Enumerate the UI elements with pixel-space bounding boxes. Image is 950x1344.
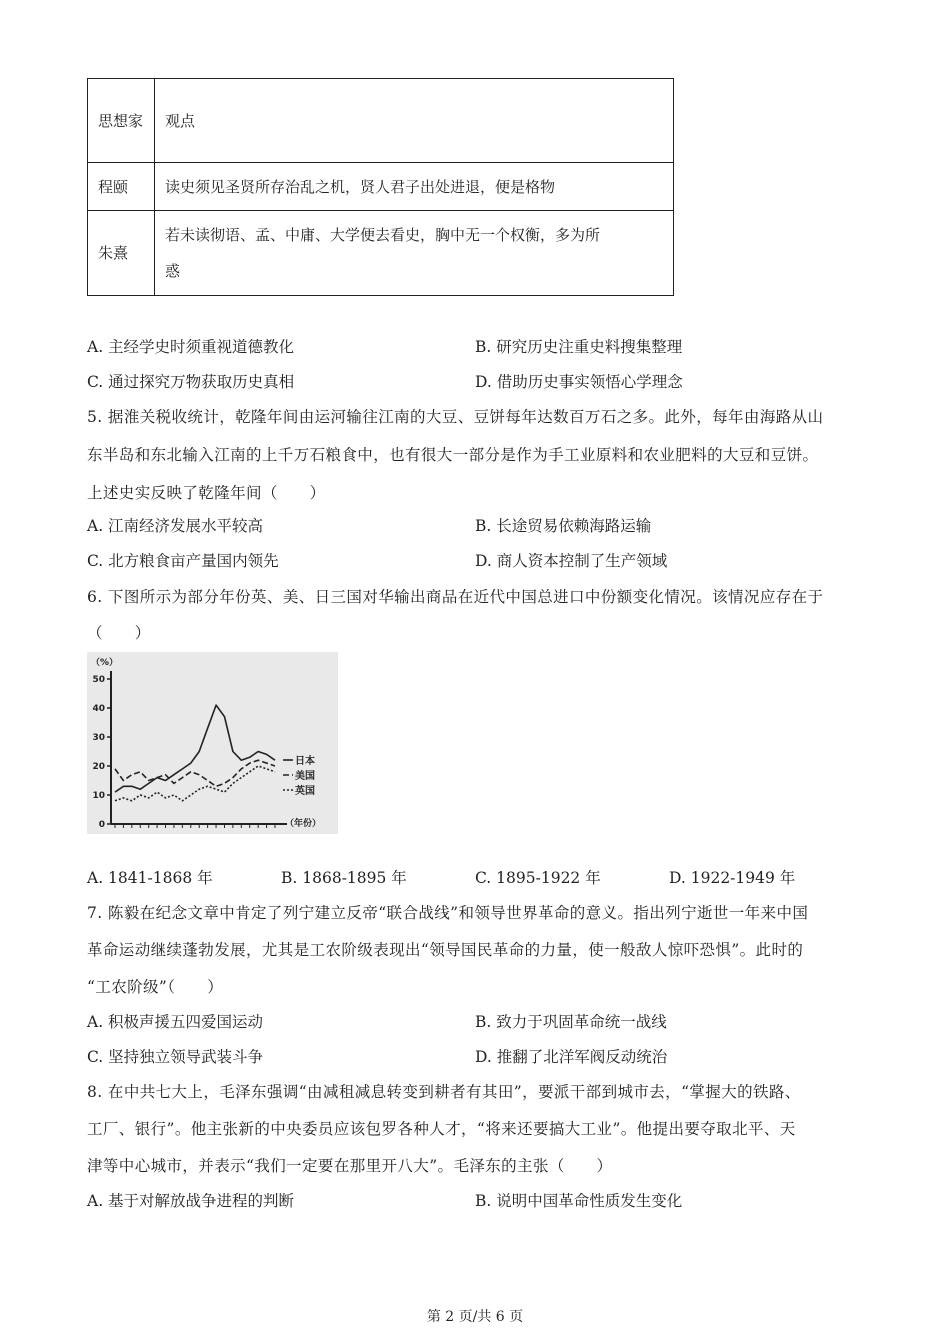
legend-label: 日本: [295, 756, 315, 767]
q7-stem-line: 革命运动继续蓬勃发展，尤其是工农阶级表现出“领导国民革命的力量，使一般敌人惊吓恐惧”。此时的: [87, 941, 804, 959]
q7-stem-line: “工农阶级”（ ）: [87, 978, 224, 996]
y-tick-label: 40: [92, 704, 105, 714]
q5-option-c[interactable]: C. 北方粮食亩产量国内领先: [87, 552, 279, 570]
table-cell-view: 读史须见圣贤所存治乱之机，贤人君子出处进退，便是格物: [155, 163, 674, 211]
table-row: [88, 163, 674, 211]
q5-stem-line: 东半岛和东北输入江南的上千万石粮食中，也有很大一部分是作为手工业原料和农业肥料的大豆和豆饼。: [87, 446, 819, 464]
q5-option-d[interactable]: D. 商人资本控制了生产领域: [475, 552, 668, 570]
series-line-2: [115, 760, 275, 786]
q6-option-c[interactable]: C. 1895-1922 年: [475, 869, 601, 887]
table-cell-view: [155, 211, 674, 296]
chart-svg: [87, 652, 338, 834]
q7-option-a[interactable]: A. 积极声援五四爱国运动: [87, 1013, 264, 1031]
q4-option-b[interactable]: B. 研究历史注重史料搜集整理: [475, 338, 683, 356]
table-header-thinker: [88, 79, 155, 163]
y-axis-label: （%）: [91, 658, 119, 668]
legend-label: 美国: [295, 771, 315, 782]
y-tick-label: 0: [98, 820, 105, 830]
q6-option-d[interactable]: D. 1922-1949 年: [669, 869, 796, 887]
q8-stem-line: 8. 在中共七大上，毛泽东强调“由减租减息转变到耕者有其田”，要派干部到城市去，“掌握大的铁路、: [87, 1083, 801, 1101]
q4-option-d[interactable]: D. 借助历史事实领悟心学理念: [475, 373, 683, 391]
x-axis-label: （年份）: [285, 819, 322, 829]
table-cell-thinker: 朱熹: [88, 211, 155, 296]
table-cell-thinker: 程颐: [88, 163, 155, 211]
table-row: [88, 211, 674, 296]
q4-option-c[interactable]: C. 通过探究万物获取历史真相: [87, 373, 295, 391]
q8-option-b[interactable]: B. 说明中国革命性质发生变化: [475, 1192, 683, 1210]
q8-stem-line: 工厂、银行”。他主张新的中央委员应该包罗各种人才，“将来还要搞大工业”。他提出要夺取北平、天: [87, 1120, 796, 1138]
import-share-chart: [87, 652, 338, 834]
page-footer: 第 2 页/共 6 页: [426, 1309, 524, 1325]
q6-stem-line: （ ）: [87, 624, 151, 642]
q7-option-b[interactable]: B. 致力于巩固革命统一战线: [475, 1013, 667, 1031]
series-line-3: [115, 766, 275, 801]
q7-option-c[interactable]: C. 坚持独立领导武装斗争: [87, 1048, 264, 1066]
thinker-view-table: [87, 78, 674, 296]
q5-option-a[interactable]: A. 江南经济发展水平较高: [87, 517, 264, 535]
q7-stem-line: 7. 陈毅在纪念文章中肯定了列宁建立反帝“联合战线”和领导世界革命的意义。指出列宁逝世一年来中国: [87, 904, 809, 922]
y-tick-label: 20: [92, 762, 105, 772]
q4-option-a[interactable]: A. 主经学史时须重视道德教化: [87, 338, 295, 356]
q7-option-d[interactable]: D. 推翻了北洋军阀反动统治: [475, 1048, 668, 1066]
header-view-text: 观点: [165, 111, 196, 130]
q6-option-a[interactable]: A. 1841-1868 年: [87, 869, 213, 887]
y-tick-label: 30: [92, 733, 105, 743]
legend-label: 英国: [295, 786, 315, 797]
q5-stem-line: 上述史实反映了乾隆年间（ ）: [87, 484, 326, 502]
header-thinker-text: 思想家: [98, 111, 144, 130]
q5-stem-line: 5. 据淮关税收统计，乾隆年间由运河输往江南的大豆、豆饼每年达数百万石之多。此外，每年由海路从山: [87, 408, 824, 426]
series-line-1: [115, 705, 275, 792]
table-header-view: [155, 79, 674, 163]
q8-option-a[interactable]: A. 基于对解放战争进程的判断: [87, 1192, 295, 1210]
y-tick-label: 10: [92, 791, 105, 801]
table-header-row: [88, 79, 674, 163]
q6-option-b[interactable]: B. 1868-1895 年: [281, 869, 407, 887]
view-line: 若未读彻语、孟、中庸、大学便去看史，胸中无一个权衡，多为所: [165, 226, 601, 244]
q5-option-b[interactable]: B. 长途贸易依赖海路运输: [475, 517, 652, 535]
view-line: 惑: [165, 262, 181, 280]
q6-stem-line: 6. 下图所示为部分年份英、美、日三国对华输出商品在近代中国总进口中份额变化情况。该情况应存在于: [87, 588, 824, 606]
y-tick-label: 50: [92, 675, 105, 685]
q8-stem-line: 津等中心城市，并表示“我们一定要在那里开八大”。毛泽东的主张（ ）: [87, 1157, 613, 1175]
